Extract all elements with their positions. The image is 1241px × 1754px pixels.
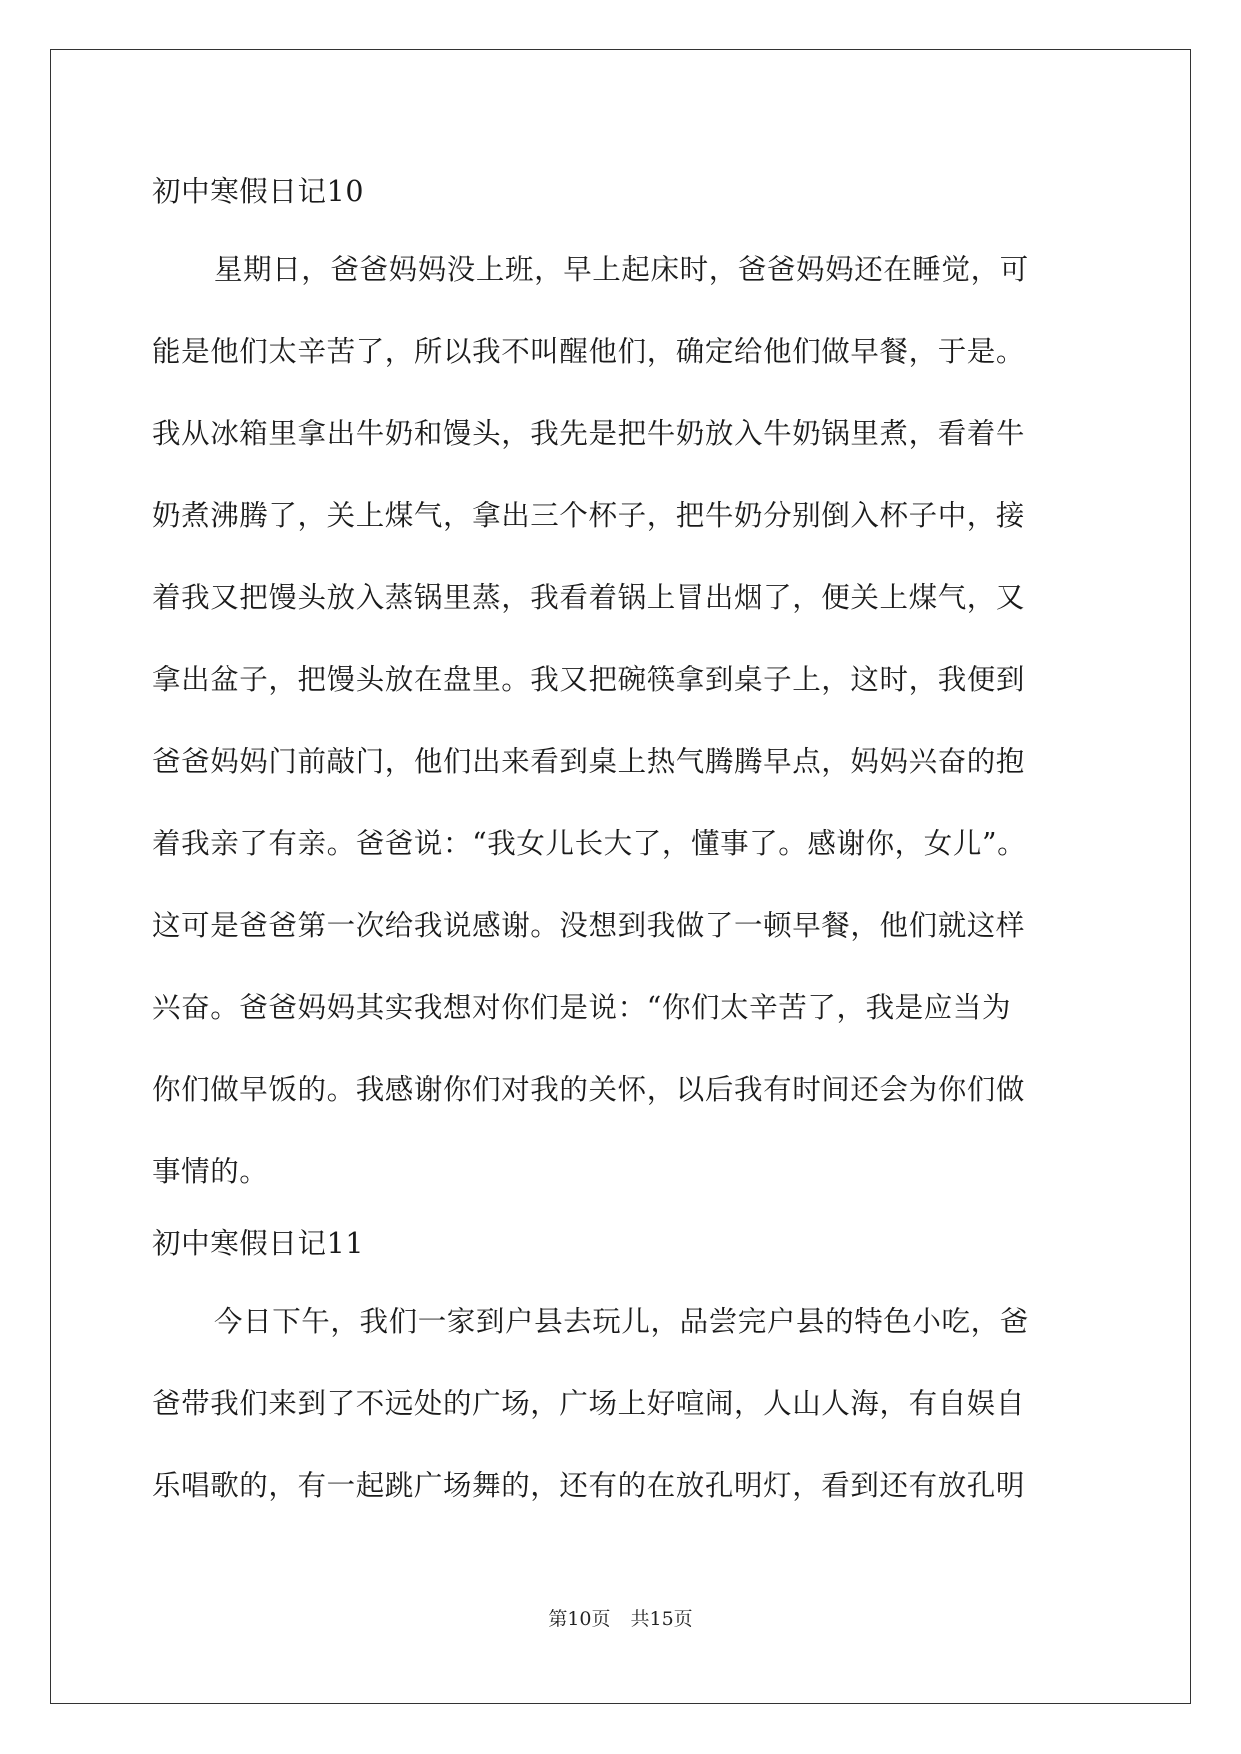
paragraph-line: 能是他们太辛苦了，所以我不叫醒他们，确定给他们做早餐，于是。 xyxy=(152,335,1026,368)
page-footer xyxy=(0,1604,1241,1631)
document-body xyxy=(152,162,1087,1538)
paragraph-line: 爸爸妈妈门前敲门，他们出来看到桌上热气腾腾早点，妈妈兴奋的抱 xyxy=(152,745,1026,778)
paragraph-line: 我从冰箱里拿出牛奶和馒头，我先是把牛奶放入牛奶锅里煮，看着牛 xyxy=(152,417,1026,450)
paragraph-line: 兴奋。爸爸妈妈其实我想对你们是说：“你们太辛苦了，我是应当为 xyxy=(152,991,1012,1024)
paragraph-line: 今日下午，我们一家到户县去玩儿，品尝完户县的特色小吃，爸 xyxy=(214,1305,1029,1338)
paragraph-line: 爸带我们来到了不远处的广场，广场上好喧闹，人山人海，有自娱自 xyxy=(152,1387,1026,1420)
entry-title: 初中寒假日记11 xyxy=(152,1227,365,1260)
paragraph-line: 事情的。 xyxy=(152,1155,269,1188)
page-total: 共15页 xyxy=(630,1608,693,1630)
paragraph-line: 拿出盆子，把馒头放在盘里。我又把碗筷拿到桌子上，这时，我便到 xyxy=(152,663,1026,696)
paragraph-line: 乐唱歌的，有一起跳广场舞的，还有的在放孔明灯，看到还有放孔明 xyxy=(152,1469,1026,1502)
paragraph-line: 星期日，爸爸妈妈没上班，早上起床时，爸爸妈妈还在睡觉，可 xyxy=(214,253,1029,286)
entry-title: 初中寒假日记10 xyxy=(152,175,365,208)
paragraph-line: 着我亲了有亲。爸爸说：“我女儿长大了，懂事了。感谢你，女儿”。 xyxy=(152,827,1027,860)
paragraph-line: 奶煮沸腾了，关上煤气，拿出三个杯子，把牛奶分别倒入杯子中，接 xyxy=(152,499,1026,532)
paragraph-line: 这可是爸爸第一次给我说感谢。没想到我做了一顿早餐，他们就这样 xyxy=(152,909,1026,942)
paragraph-line: 着我又把馒头放入蒸锅里蒸，我看着锅上冒出烟了，便关上煤气，又 xyxy=(152,581,1026,614)
paragraph-line: 你们做早饭的。我感谢你们对我的关怀，以后我有时间还会为你们做 xyxy=(152,1073,1026,1106)
page-number: 第10页 xyxy=(548,1608,611,1630)
